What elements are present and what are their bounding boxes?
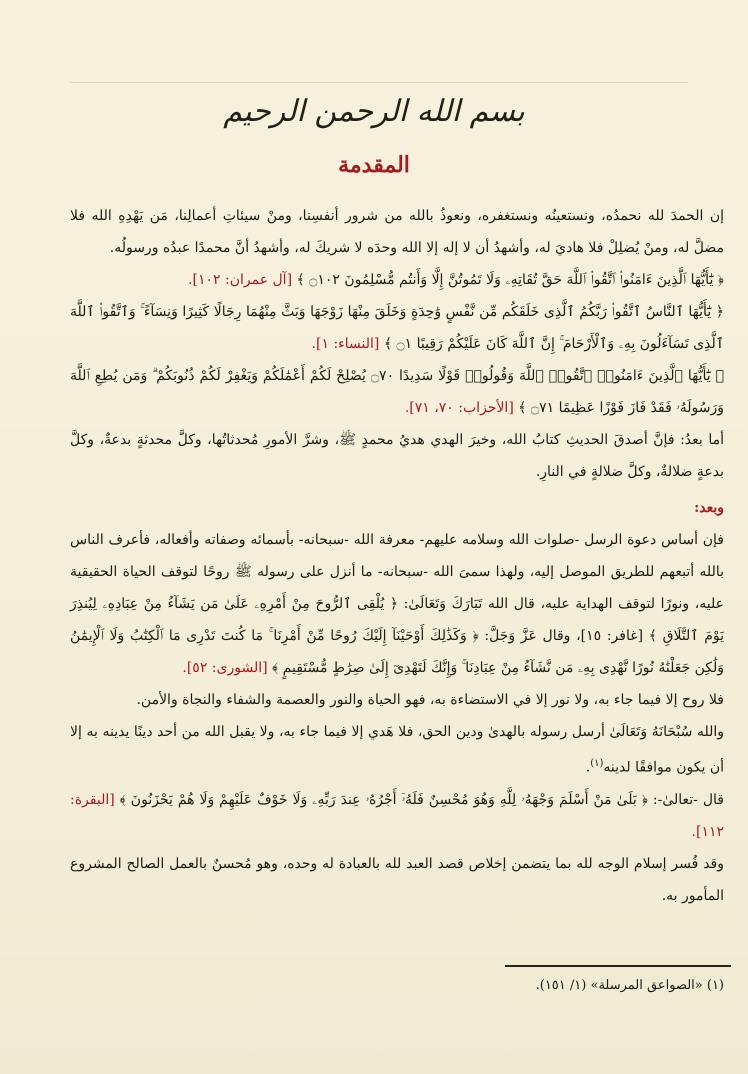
paragraph-islam-wajh: وقد فُسر إسلام الوجه لله بما يتضمن إخلاص قصد العبد لله بالعبادة له وحده، وهو مُحسنٌ بالعمل الصالح المشروع المأمور به.	[70, 855, 724, 904]
footnote-divider	[505, 965, 731, 967]
top-divider	[70, 82, 688, 83]
verse-reference: [النساء: ١].	[311, 336, 380, 352]
verse-text: ﴿ يَٰٓأَيُّهَا ٱلَّذِينَ ءَامَنُوا۟ ٱتَّقُوا۟ ٱللَّهَ وَقُولُوا۟ قَوْلًا سَدِيدًا ۝٧٠ يُصْلِحْ لَكُمْ أَعْمَٰلَكُمْ وَيَغْفِرْ لَكُمْ ذُنُوبَكُمْ ۗ وَمَن يُطِعِ ٱللَّهَ وَرَسُولَهُۥ فَقَدْ فَازَ فَوْزًا عَظِيمًا ۝٧١ ﴾	[70, 368, 724, 416]
paragraph-ruh: فلا روح إلا فيما جاء به، ولا نور إلا في الاستضاءة به، فهو الحياة والنور والعصمة والشفاء والنجاة والأمن.	[136, 692, 724, 708]
paragraph-opening: إن الحمدَ لله نحمدُه، ونستعينُه ونستغفره، ونعوذُ بالله من شرور أنفسِنا، ومنْ سيئاتِ أعمالِنا، مَن يَهْدِهِ الله فلا مضلَّ له، ومنْ يُضلِلْ فلا هاديَ له، وأشهدُ أن لا إله إلا الله وحدَه لا شريكَ له، وأشهدُ أنَّ محمدًا عبدُه ورسولُه.	[70, 208, 724, 256]
page-heading: المقدمة	[338, 152, 410, 178]
verse-reference: [البقرة: ١١٢].	[70, 791, 724, 840]
paragraph-amma-baad: أما بعدُ: فإنَّ أصدقَ الحديثِ كتابُ الله، وخيرَ الهدي هديُ محمدٍ ﷺ، وشرَّ الأمورِ مُحدثاتُها، وكلَّ محدثةٍ بدعةٌ، وكلَّ بدعةٍ ضلالةٌ، وكلَّ ضلالةٍ في النارِ.	[70, 432, 724, 480]
footnote: (١) «الصواعق المرسلة» (١/ ١٥١).	[535, 978, 724, 993]
verse-block-2	[70, 296, 724, 360]
main-text	[70, 200, 724, 912]
paragraph-text: فإن أساس دعوة الرسل -صلوات الله وسلامه عليهم- معرفة الله -سبحانه- بأسمائه وصفاته وأفعاله، فأعرف الناس بالله أتبعهم للطريق الموصل إليه، ولهذا سمىَ الله -سبحانه- ما أنزل على رسوله ﷺ روحًا لتوقف الحياة الحقيقية عليه، ونورًا لتوقف الهداية عليه، قال الله تَبَارَكَ وَتَعَالَىٰ: ﴿ يُلْقِى ٱلرُّوحَ مِنْ أَمْرِهِۦ عَلَىٰ مَن يَشَآءُ مِنْ عِبَادِهِۦ لِيُنذِرَ يَوْمَ ٱلتَّلَاقِ ﴾ [غافر: ١٥]، وقال عَزَّ وَجَلَّ: ﴿ وَكَذَٰلِكَ أَوْحَيْنَآ إِلَيْكَ رُوحًا مِّنْ أَمْرِنَا ۚ مَا كُنتَ تَدْرِى مَا ٱلْكِتَٰبُ وَلَا ٱلْإِيمَٰنُ وَلَٰكِن جَعَلْنَٰهُ نُورًا نَّهْدِى بِهِۦ مَن نَّشَآءُ مِنْ عِبَادِنَا ۚ وَإِنَّكَ لَتَهْدِىٓ إِلَىٰ صِرَٰطٍ مُّسْتَقِيمٍ ﴾	[70, 532, 724, 676]
paragraph-dawah	[70, 524, 724, 684]
verse-reference: [الشورى: ٥٢].	[182, 660, 268, 676]
paragraph-text: قال -تعالىٰ-: ﴿ بَلَىٰ مَنْ أَسْلَمَ وَجْهَهُۥ لِلَّهِ وَهُوَ مُحْسِنٌ فَلَهُۥٓ أَجْرُهُۥ عِندَ رَبِّهِۦ وَلَا خَوْفٌ عَلَيْهِمْ وَلَا هُمْ يَحْزَنُونَ ﴾	[119, 791, 724, 808]
paragraph-huda: والله سُبْحَانَهُ وَتَعَالَىٰ أرسل رسوله بالهدىٰ ودين الحق، فلا هَدي إلا فيما جاء به، ولا يقبل الله من أحد دينًا يدينه به إلا أن يكون موافقًا لدينه$^{(١)}$.	[70, 724, 724, 776]
verse-reference: [آل عمران: ١٠٢].	[188, 272, 293, 288]
verse-block-3	[70, 360, 724, 424]
section-label: وبعد:	[694, 500, 724, 516]
verse-text: ﴿ يَٰٓأَيُّهَا ٱلَّذِينَ ءَامَنُوا۟ ٱتَّقُوا۟ ٱللَّهَ حَقَّ تُقَاتِهِۦ وَلَا تَمُوتُنَّ إِلَّا وَأَنتُم مُّسْلِمُونَ ۝١٠٢ ﴾	[296, 272, 724, 288]
verse-reference: [الأحزاب: ٧٠، ٧١].	[404, 400, 514, 416]
basmala-calligraphy: بسم الله الرحمن الرحيم	[223, 94, 525, 129]
paragraph-text: والله سُبْحَانَهُ وَتَعَالَىٰ أرسل رسوله بالهدىٰ ودين الحق، فلا هَدي إلا فيما جاء به، ولا يقبل الله من أحد دينًا يدينه به إلا أن يكون موافقًا لدينه	[70, 724, 724, 776]
verse-block-1	[70, 264, 724, 296]
footnote-marker[interactable]: (١)	[590, 758, 604, 769]
verse-text: ﴿ يَٰٓأَيُّهَا ٱلنَّاسُ ٱتَّقُوا۟ رَبَّكُمُ ٱلَّذِى خَلَقَكُم مِّن نَّفْسٍ وَٰحِدَةٍ وَخَلَقَ مِنْهَا زَوْجَهَا وَبَثَّ مِنْهُمَا رِجَالًا كَثِيرًا وَنِسَآءً ۚ وَٱتَّقُوا۟ ٱللَّهَ ٱلَّذِى تَسَآءَلُونَ بِهِۦ وَٱلْأَرْحَامَ ۚ إِنَّ ٱللَّهَ كَانَ عَلَيْكُمْ رَقِيبًا ۝١ ﴾	[70, 304, 724, 352]
paragraph-qala	[70, 784, 724, 848]
